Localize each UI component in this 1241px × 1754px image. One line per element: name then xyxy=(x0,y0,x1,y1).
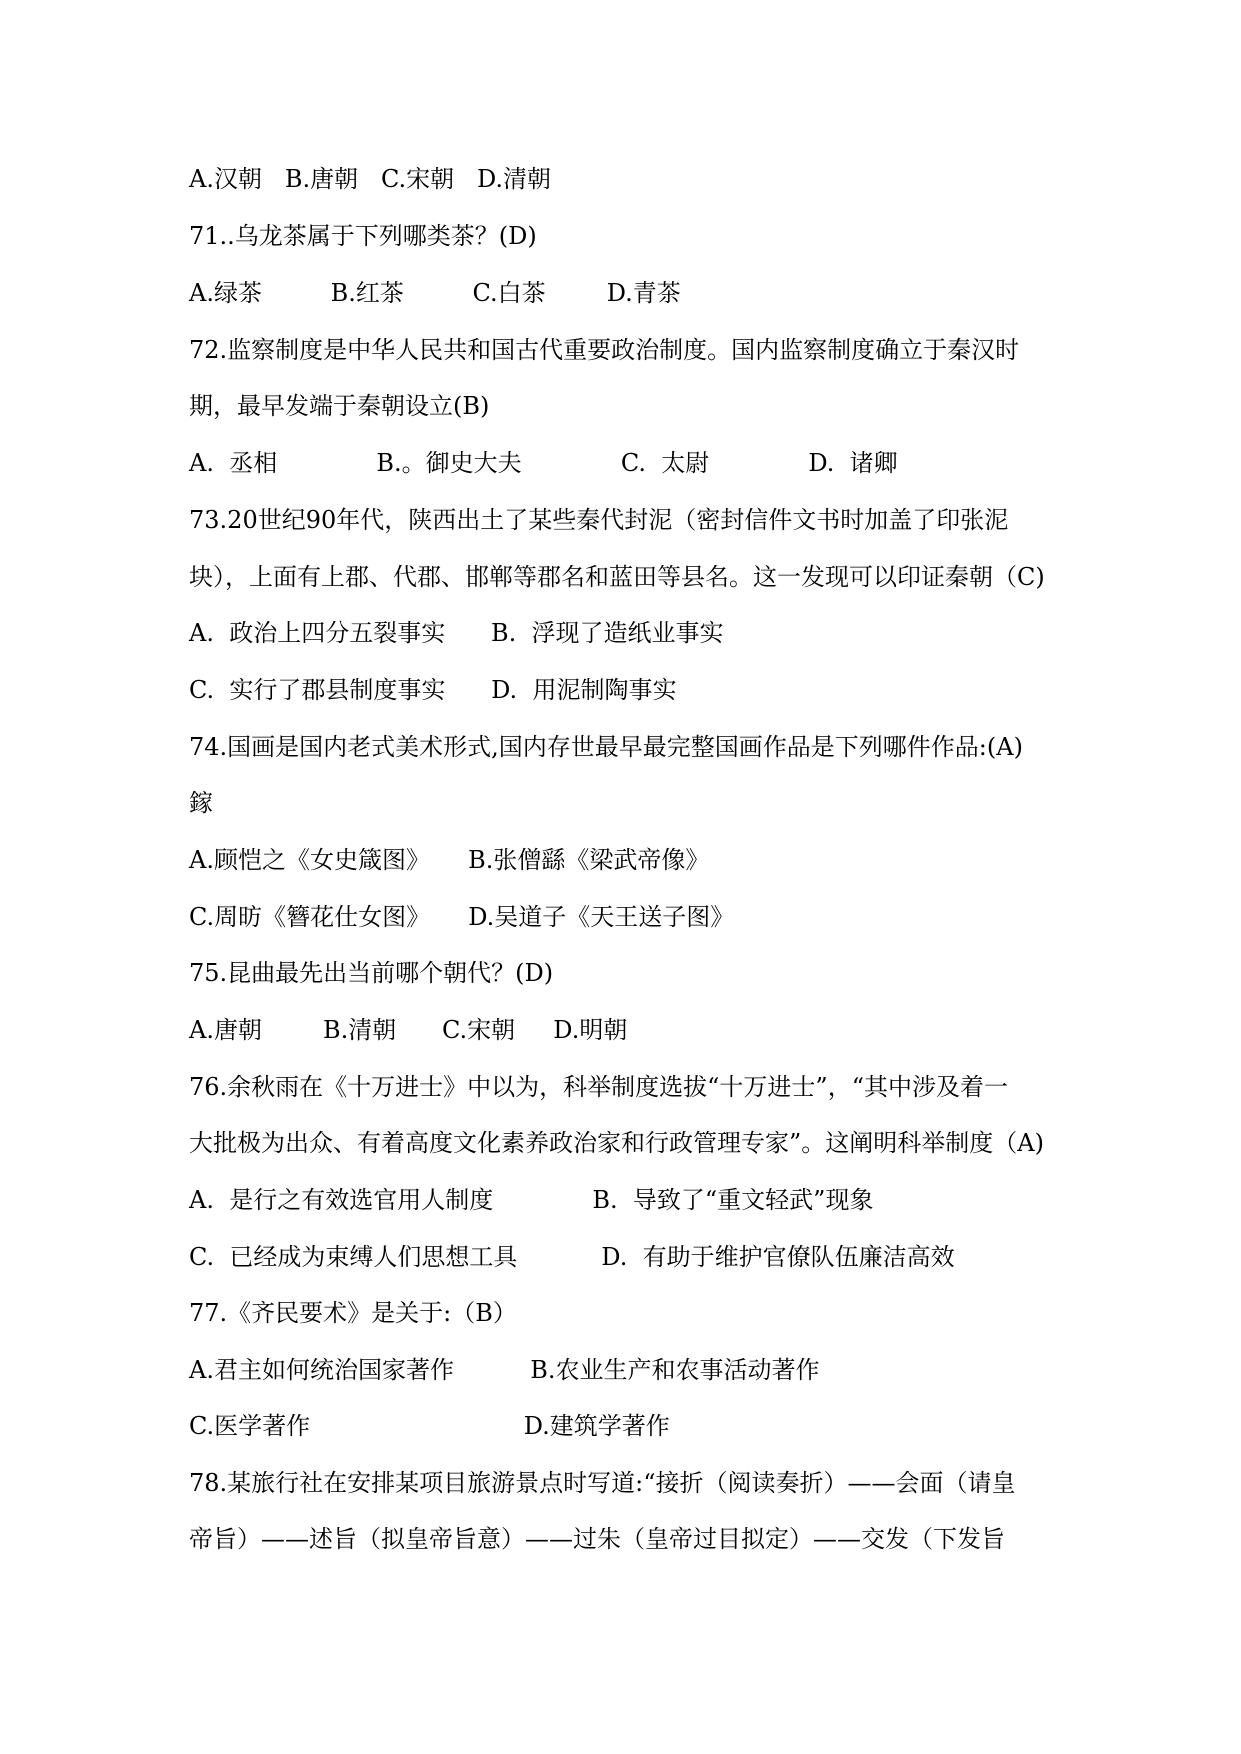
question-74: 74.国画是国内老式美术形式,国内存世最早最完整国画作品是下列哪件作品:(A) xyxy=(189,733,1023,761)
answer-options-71: A.绿茶 B.红茶 C.白茶 D.青茶 xyxy=(189,279,681,307)
question-75: 75.昆曲最先出当前哪个朝代？(D) xyxy=(189,959,554,987)
answer-options-73-row-2: C. 实行了郡县制度事实 D. 用泥制陶事实 xyxy=(189,676,677,704)
stray-character: 鎵 xyxy=(189,789,213,817)
question-77: 77.《齐民要术》是关于:（B） xyxy=(189,1299,517,1327)
answer-options-76-row-2: C. 已经成为束缚人们思想工具 D. 有助于维护官僚队伍廉洁高效 xyxy=(189,1243,955,1271)
answer-options-74-row-2: C.周昉《簪花仕女图》 D.吴道子《天王送子图》 xyxy=(189,903,735,931)
question-72-line-2: 期，最早发端于秦朝设立(B) xyxy=(189,392,490,420)
answer-options-73-row-1: A. 政治上四分五裂事实 B. 浮现了造纸业事实 xyxy=(189,619,724,647)
answer-options-70: A.汉朝 B.唐朝 C.宋朝 D.清朝 xyxy=(189,165,552,193)
answer-options-76-row-1: A. 是行之有效选官用人制度 B. 导致了“重文轻武”现象 xyxy=(189,1186,874,1214)
question-76-line-2: 大批极为出众、有着高度文化素养政治家和行政管理专家”。这阐明科举制度（A) xyxy=(189,1129,1044,1157)
question-71: 71..乌龙茶属于下列哪类茶？(D) xyxy=(189,222,537,250)
question-78-line-2: 帝旨）——述旨（拟皇帝旨意）——过朱（皇帝过目拟定）——交发（下发旨 xyxy=(189,1525,1005,1553)
question-73-line-1: 73.20世纪90年代，陕西出土了某些秦代封泥（密封信件文书时加盖了印张泥 xyxy=(189,506,1009,534)
answer-options-74-row-1: A.顾恺之《女史箴图》 B.张僧繇《梁武帝像》 xyxy=(189,846,710,874)
answer-options-75: A.唐朝 B.清朝 C.宋朝 D.明朝 xyxy=(189,1016,628,1044)
answer-options-72: A. 丞相 B.。御史大夫 C. 太尉 D. 诸卿 xyxy=(189,449,898,477)
question-76-line-1: 76.余秋雨在《十万进士》中以为，科举制度选拔“十万进士”，“其中涉及着一 xyxy=(189,1073,1008,1101)
question-78-line-1: 78.某旅行社在安排某项目旅游景点时写道:“接折（阅读奏折）——会面（请皇 xyxy=(189,1469,1016,1497)
question-72-line-1: 72.监察制度是中华人民共和国古代重要政治制度。国内监察制度确立于秦汉时 xyxy=(189,336,1020,364)
answer-options-77-row-2: C.医学著作 D.建筑学著作 xyxy=(189,1412,670,1440)
answer-options-77-row-1: A.君主如何统治国家著作 B.农业生产和农事活动著作 xyxy=(189,1356,820,1384)
question-73-line-2: 块），上面有上郡、代郡、邯郸等郡名和蓝田等县名。这一发现可以印证秦朝（C) xyxy=(189,563,1045,591)
